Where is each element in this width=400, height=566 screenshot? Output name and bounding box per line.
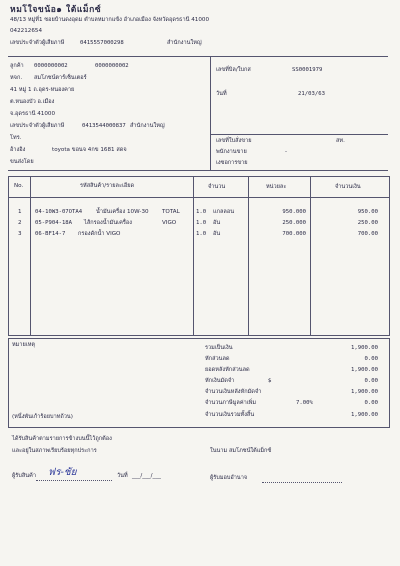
receipt-note-2: และอยู่ในสภาพเรียบร้อยทุกประการ [12,448,97,454]
customer-name-prefix: หจก. [10,75,23,81]
receiver-line [36,480,112,481]
header-price: หน่วยละ [266,184,287,190]
receiver-date-label: วันที่ [117,473,128,479]
doc-sale-value: สท. [336,138,345,144]
row-no: 3 [18,231,22,237]
subtotal-label: รวมเป็นเงิน [205,345,233,351]
amount-in-words: (หนึ่งพันเก้าร้อยบาทถ้วน) [12,414,73,420]
doc-date-value: 21/03/63 [298,91,325,97]
items-table [8,176,390,336]
row-no: 2 [18,220,22,226]
company-tax-label: เลขประจำตัวผู้เสียภาษี [10,40,65,46]
customer-phone-label: โทร. [10,135,22,141]
customer-code-label: ลูกค้า [10,63,24,69]
customer-tax-id: 0413544000837 [82,123,126,129]
company-branch: สำนักงานใหญ่ [167,40,202,46]
subtotal-value: 1,900.00 [351,345,378,351]
row-qty: 1.0 [196,209,207,215]
discount-value: 0.00 [364,356,378,362]
row-code: 06-BF14-7 [35,231,66,237]
customer-code-1: 0000000002 [34,63,68,69]
receipt-note-1: ได้รับสินค้าตามรายการข้างบนนี้ไว้ถูกต้อง [12,436,112,442]
row-note: VIGO [162,220,177,226]
divider [8,56,388,57]
row-qty: 1.0 [196,220,207,226]
grand-total-value: 1,900.00 [351,412,378,418]
company-tax-id: 0415557000298 [80,40,124,46]
deposit-symbol: $ [268,378,272,384]
row-unit: แกลลอน [213,209,235,215]
row-code: 05-P904-18A [35,220,73,226]
discount-label: หักส่วนลด [205,356,230,362]
receiver-label: ผู้รับสินค้า [12,473,36,479]
row-amount: 700.00 [357,231,378,237]
company-name: หมโใจขน้อ๑ ใต้แม็กซ์ [10,5,102,15]
customer-address-2: ต.หนองบัว อ.เมือง [10,99,55,105]
doc-no-value: SS0001979 [292,67,323,73]
deposit-label: หักเงินมัดจำ [205,378,235,384]
company-address: 48/13 หมู่ที่1 ซอยบ้านดงอุดม ตำบลหมากแข้ง อำเภอเมือง จังหวัดอุดรธานี 41000 [10,17,210,23]
row-price: 950.000 [282,209,306,215]
doc-sale-label: เลขที่ใบสั่งขาย [216,138,252,144]
after-discount-label: ยอดหลังหักส่วนลด [205,367,250,373]
grand-total-label: จำนวนเงินรวมทั้งสิ้น [205,412,255,418]
row-note: TOTAL [162,209,180,215]
customer-ref-label: อ้างอิง [10,147,26,153]
row-amount: 950.00 [357,209,378,215]
divider [8,170,388,171]
header-qty: จำนวน [208,184,226,190]
doc-due-label: เงซอการขาย [216,160,248,166]
company-phone: 042212654 [10,28,43,34]
row-description: น้ำมันเครื่อง 10W-30 [96,209,149,215]
table-header-divider [8,197,389,198]
approver-line [262,482,342,483]
divider [210,56,211,170]
vat-rate: 7.00% [296,400,313,406]
row-qty: 1.0 [196,231,207,237]
row-description: กรองดักน้ำ VIGO [78,231,121,237]
doc-staff-value: - [285,149,288,155]
customer-ship-label: ขนส่งโดย [10,159,34,165]
doc-no-label: เลขที่บิล/ใบกส [216,67,251,73]
divider [210,134,388,135]
vat-label: จำนวนภาษีมูลค่าเพิ่ม [205,400,257,406]
remark-label: หมายเหตุ [12,342,36,348]
column-divider [310,176,311,335]
after-deposit-value: 1,900.00 [351,389,378,395]
customer-code-2: 0000000002 [95,63,129,69]
header-amount: จำนวนเงิน [335,184,361,190]
on-behalf: ในนาม สมโภชน์ใต้แม็กซ์ [210,448,272,454]
after-discount-value: 1,900.00 [351,367,378,373]
row-unit: อัน [213,231,221,237]
customer-ref-value: toyota ขอนจ 4กข 1681 สดจ [52,147,127,153]
after-deposit-label: จำนวนเงินหลังหักมัดจำ [205,389,262,395]
customer-name: สมโภชน์ตาร์เซ็นเตอร์ [34,75,87,81]
header-description: รหัสสินค้า/รายละเอียด [80,183,135,189]
row-price: 700.000 [282,231,306,237]
receiver-date-blank: ___/___/___ [132,473,161,479]
row-description: ไส้กรองน้ำมันเครื่อง [84,220,132,226]
customer-address-3: จ.อุดรธานี 41000 [10,111,56,117]
column-divider [248,176,249,335]
customer-branch: สำนักงานใหญ่ [130,123,165,129]
approver-label: ผู้รับมอบอำนาจ [210,475,248,481]
row-amount: 250.00 [357,220,378,226]
deposit-value: 0.00 [364,378,378,384]
doc-date-label: วันที่ [216,91,227,97]
customer-address-1: 41 หมู่ 1 ถ.อุดร-หนองคาย [10,87,75,93]
customer-tax-label: เลขประจำตัวผู้เสียภาษี [10,123,65,129]
doc-staff-label: พนักงานขาย [216,149,247,155]
row-price: 250.000 [282,220,306,226]
header-no: No. [14,183,24,189]
column-divider [30,176,31,335]
vat-value: 0.00 [364,400,378,406]
receiver-signature: ฟร-ชัย [48,467,77,478]
row-no: 1 [18,209,22,215]
column-divider [193,176,194,335]
row-unit: อัน [213,220,221,226]
row-code: 04-10W3-07OTA4 [35,209,83,215]
